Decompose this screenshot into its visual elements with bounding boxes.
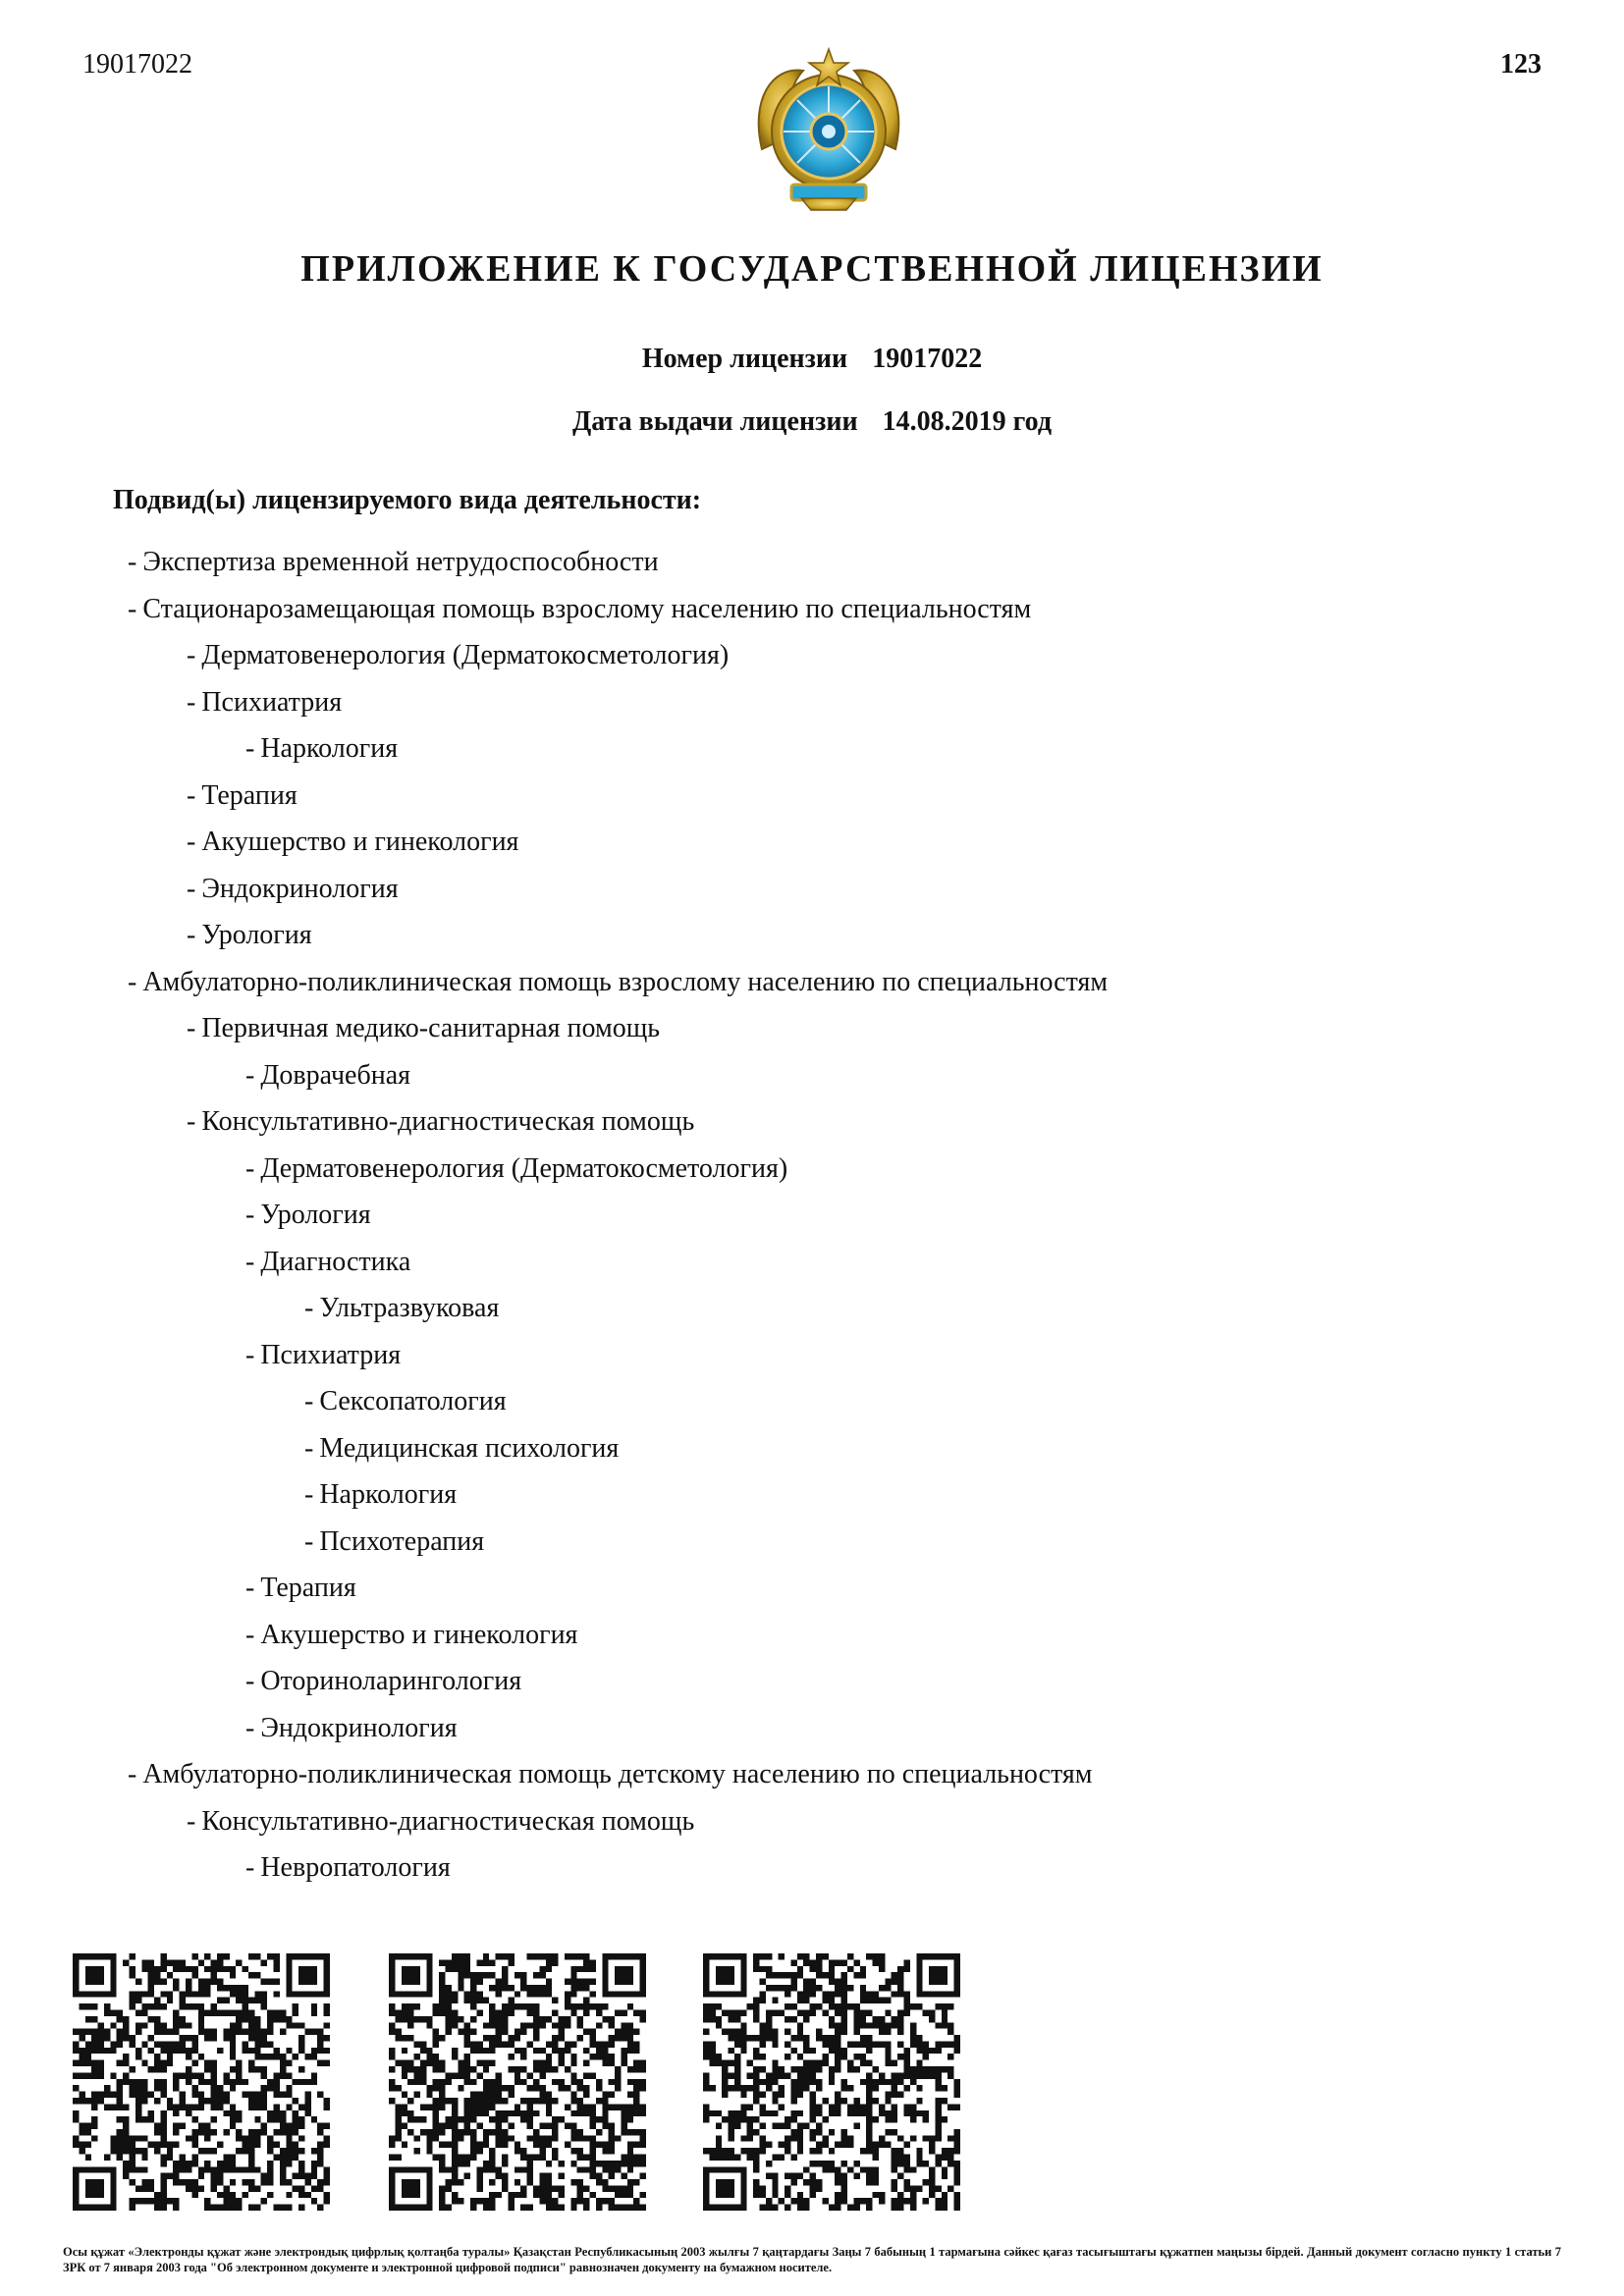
license-number-value: 19017022 bbox=[872, 344, 983, 374]
list-item: - Доврачебная bbox=[245, 1059, 411, 1091]
list-item: - Сексопатология bbox=[304, 1386, 507, 1416]
page-title: ПРИЛОЖЕНИЕ К ГОСУДАРСТВЕННОЙ ЛИЦЕНЗИИ bbox=[300, 248, 1324, 290]
list-item: - Психиатрия bbox=[245, 1339, 402, 1370]
page-number: 123 bbox=[1500, 49, 1542, 80]
list-item: - Амбулаторно-поликлиническая помощь взрослому населению по специальностям bbox=[128, 966, 1109, 997]
list-item: - Первичная медико-санитарная помощь bbox=[187, 1013, 661, 1043]
list-item: - Экспертиза временной нетрудоспособности bbox=[128, 547, 659, 577]
list-item: - Дерматовенерология (Дерматокосметология) bbox=[245, 1152, 788, 1184]
list-item: - Эндокринология bbox=[245, 1712, 458, 1743]
list-item: - Диагностика bbox=[245, 1246, 411, 1277]
legal-footer: Осы құжат «Электронды құжат және электрондық цифрлық қолтаңба туралы» Қазақстан Республикасының 2003 жылғы 7 қаңтардағы Заңы 7 бабының 1 тармағына сәйкес қағаз тасығыштағы құжатпен маңызы бірдей. Данный документ согласно пункту 1 статьи 7 ЗРК от 7 января 2003 года "Об электронном документе и электронной цифровой подписи" равнозначен документу на бумажном носителе. bbox=[63, 2245, 1561, 2274]
list-item: - Эндокринология bbox=[187, 873, 399, 904]
subtypes-heading: Подвид(ы) лицензируемого вида деятельности: bbox=[113, 485, 702, 515]
list-item: - Ультразвуковая bbox=[304, 1293, 500, 1323]
license-date-row bbox=[0, 406, 1624, 438]
list-item: - Терапия bbox=[187, 779, 298, 811]
document-number: 19017022 bbox=[82, 49, 192, 80]
list-item: - Терапия bbox=[245, 1573, 356, 1603]
license-number-row bbox=[0, 344, 1624, 375]
list-item: - Наркология bbox=[304, 1479, 458, 1510]
list-item: - Стационарозамещающая помощь взрослому населению по специальностям bbox=[128, 593, 1032, 624]
list-item: - Оториноларингология bbox=[245, 1666, 522, 1696]
license-number-label: Номер лицензии bbox=[641, 344, 848, 374]
list-item: - Консультативно-диагностическая помощь bbox=[187, 1106, 695, 1137]
list-item: - Акушерство и гинекология bbox=[245, 1619, 578, 1650]
license-date-value: 14.08.2019 год bbox=[882, 406, 1052, 437]
activities-list bbox=[0, 543, 1108, 1896]
license-date-label: Дата выдачи лицензии bbox=[571, 406, 858, 437]
list-item: - Наркология bbox=[245, 733, 399, 764]
list-item: - Консультативно-диагностическая помощь bbox=[187, 1805, 695, 1837]
qr-code-icon bbox=[389, 1953, 646, 2211]
list-item: - Амбулаторно-поликлиническая помощь детскому населению по специальностям bbox=[128, 1759, 1093, 1789]
list-item: - Медицинская психология bbox=[304, 1432, 620, 1464]
list-item: - Дерматовенерология (Дерматокосметология) bbox=[187, 640, 730, 670]
list-item: - Психиатрия bbox=[187, 686, 343, 718]
list-item: - Психотерапия bbox=[304, 1525, 485, 1557]
state-emblem-icon bbox=[742, 41, 915, 214]
list-item: - Урология bbox=[187, 920, 312, 950]
list-item: - Акушерство и гинекология bbox=[187, 827, 519, 857]
qr-code-icon bbox=[73, 1953, 330, 2211]
list-item: - Урология bbox=[245, 1200, 371, 1230]
qr-code-icon bbox=[703, 1953, 960, 2211]
list-item: - Невропатология bbox=[245, 1852, 451, 1883]
